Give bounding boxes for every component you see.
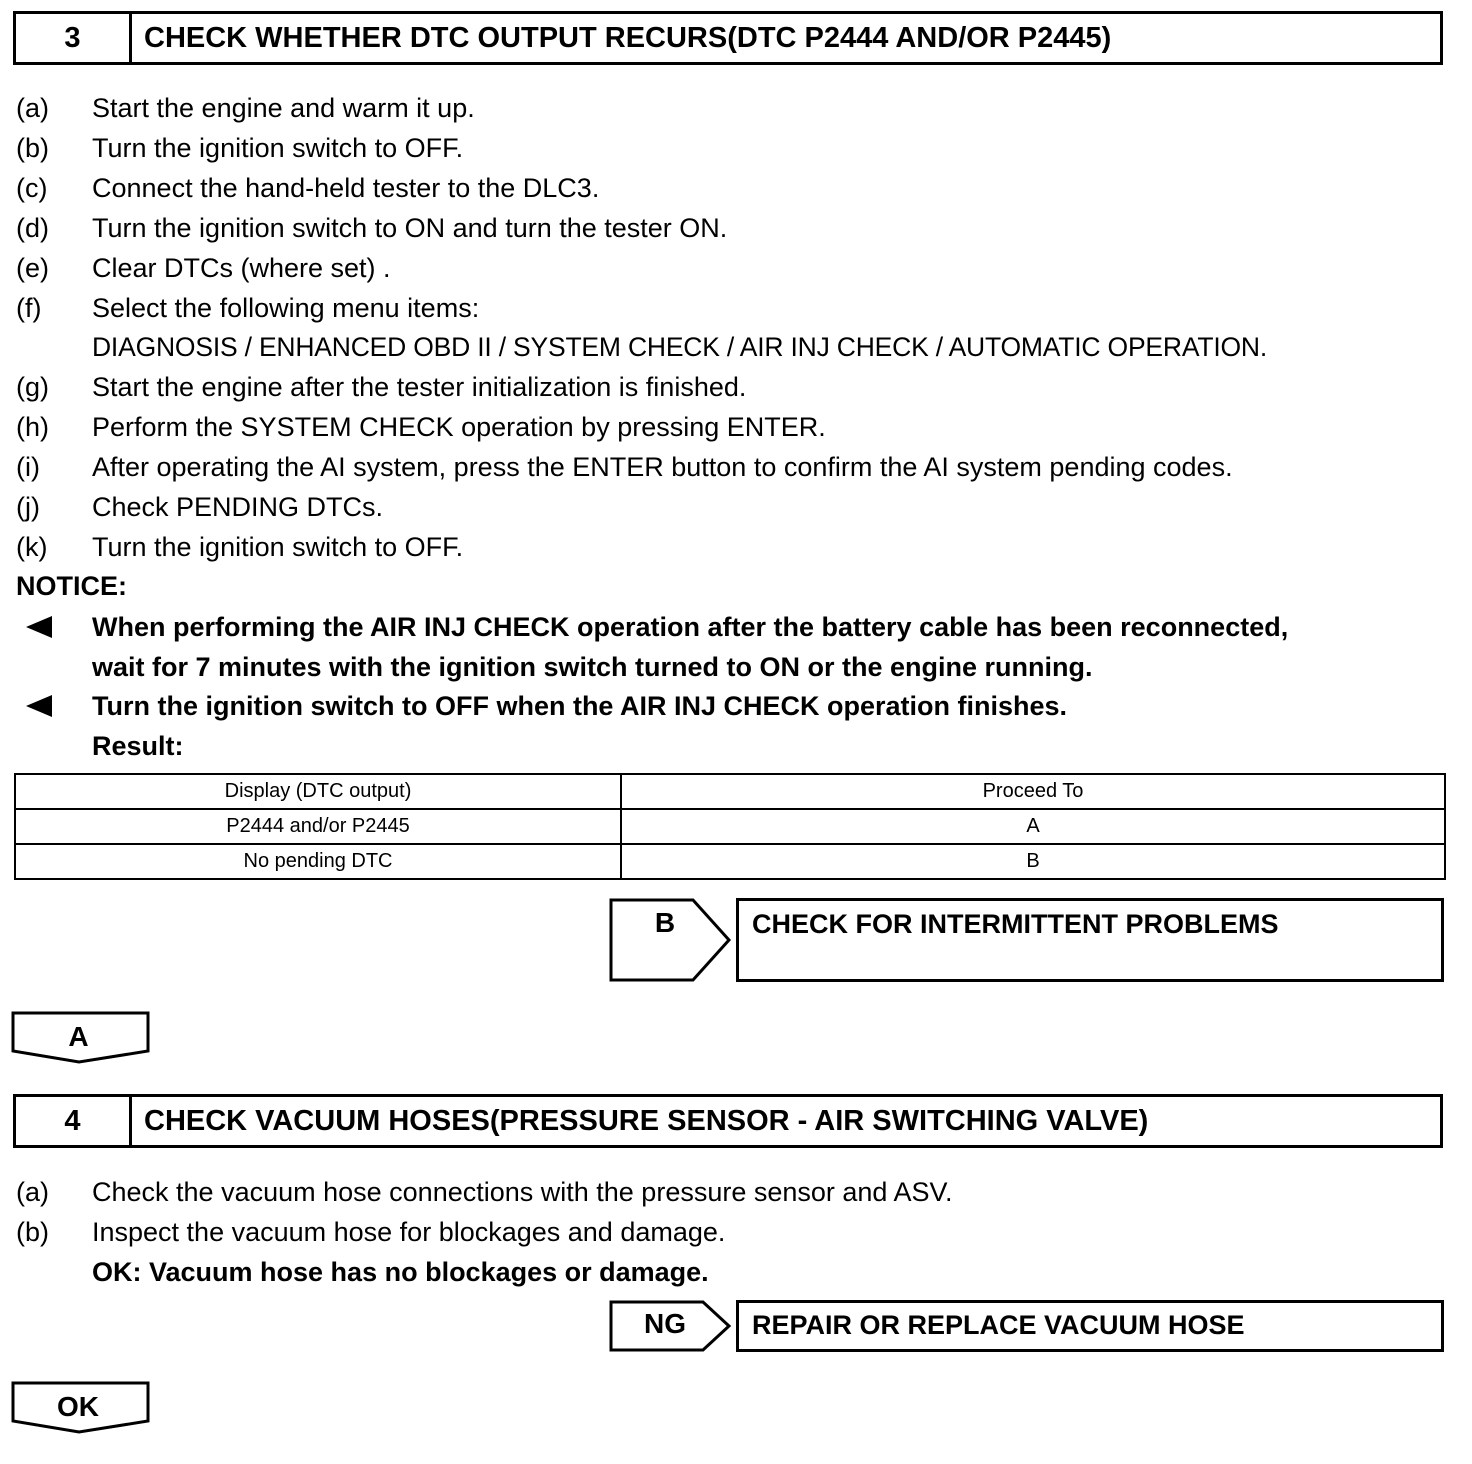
item-text: Clear DTCs (where set) . xyxy=(92,253,391,283)
item-label: (g) xyxy=(16,372,49,402)
item-text: Select the following menu items: xyxy=(92,293,480,323)
triangle-left-icon xyxy=(26,694,54,718)
branch-ng-label: NG xyxy=(644,1308,686,1339)
item-text: Check PENDING DTCs. xyxy=(92,492,384,522)
item-text: DIAGNOSIS / ENHANCED OBD II / SYSTEM CHECK / AIR INJ CHECK / AUTOMATIC OPERATION. xyxy=(92,332,1268,362)
notice-text: wait for 7 minutes with the ignition switch turned to ON or the engine running. xyxy=(92,652,1093,682)
item-label: (a) xyxy=(16,93,49,123)
item-label: (b) xyxy=(16,1217,49,1247)
item-label: (k) xyxy=(16,532,48,562)
item-text: After operating the AI system, press the ENTER button to confirm the AI system pending codes. xyxy=(92,452,1233,482)
item-label: (j) xyxy=(16,492,40,522)
notice-title: NOTICE: xyxy=(16,571,127,601)
table-cell: A xyxy=(621,809,1445,844)
step-number: 4 xyxy=(16,1097,132,1145)
branch-a-label: A xyxy=(68,1021,89,1052)
branch-b-result-box xyxy=(736,898,1444,982)
item-label: (d) xyxy=(16,213,49,243)
item-text: Inspect the vacuum hose for blockages and damage. xyxy=(92,1217,726,1247)
table-row xyxy=(15,809,1445,844)
item-text: Perform the SYSTEM CHECK operation by pressing ENTER. xyxy=(92,412,826,442)
item-text: Start the engine and warm it up. xyxy=(92,93,475,123)
step-title: CHECK VACUUM HOSES(PRESSURE SENSOR - AIR SWITCHING VALVE) xyxy=(144,1104,1149,1137)
item-text: Turn the ignition switch to ON and turn the tester ON. xyxy=(92,213,728,243)
item-text: Turn the ignition switch to OFF. xyxy=(92,133,464,163)
triangle-left-icon xyxy=(26,615,54,639)
item-text: Start the engine after the tester initialization is finished. xyxy=(92,372,747,402)
step-number: 3 xyxy=(16,14,132,62)
step-3-header xyxy=(13,11,1443,65)
column-header: Proceed To xyxy=(621,774,1445,809)
item-label: (c) xyxy=(16,173,48,203)
branch-ok-label: OK xyxy=(57,1391,99,1422)
table-row xyxy=(15,844,1445,879)
item-label: (a) xyxy=(16,1177,49,1207)
branch-ng-result-box xyxy=(736,1300,1444,1352)
branch-b-label: B xyxy=(654,907,676,938)
table-cell: B xyxy=(621,844,1445,879)
item-text: Connect the hand-held tester to the DLC3. xyxy=(92,173,600,203)
result-label-text: Result: xyxy=(92,731,184,761)
item-label: (b) xyxy=(16,133,49,163)
step-4-header xyxy=(13,1094,1443,1148)
column-header: Display (DTC output) xyxy=(15,774,621,809)
table-header-row xyxy=(15,774,1445,809)
table-cell: No pending DTC xyxy=(15,844,621,879)
item-label: (h) xyxy=(16,412,49,442)
ok-spec-text: OK: Vacuum hose has no blockages or damage. xyxy=(92,1257,709,1287)
notice-text: When performing the AIR INJ CHECK operation after the battery cable has been reconnected, xyxy=(92,612,1289,642)
branch-ng-result-text: REPAIR OR REPLACE VACUUM HOSE xyxy=(752,1310,1245,1340)
table-cell: P2444 and/or P2445 xyxy=(15,809,621,844)
branch-b-result-text: CHECK FOR INTERMITTENT PROBLEMS xyxy=(752,909,1279,939)
notice-text: Turn the ignition switch to OFF when the AIR INJ CHECK operation finishes. xyxy=(92,691,1068,721)
item-label: (f) xyxy=(16,293,42,323)
item-text: Check the vacuum hose connections with the pressure sensor and ASV. xyxy=(92,1177,953,1207)
item-label: (e) xyxy=(16,253,49,283)
item-text: Turn the ignition switch to OFF. xyxy=(92,532,464,562)
item-label: (i) xyxy=(16,452,40,482)
step-title: CHECK WHETHER DTC OUTPUT RECURS(DTC P2444 AND/OR P2445) xyxy=(144,21,1112,54)
result-table xyxy=(14,773,1446,880)
